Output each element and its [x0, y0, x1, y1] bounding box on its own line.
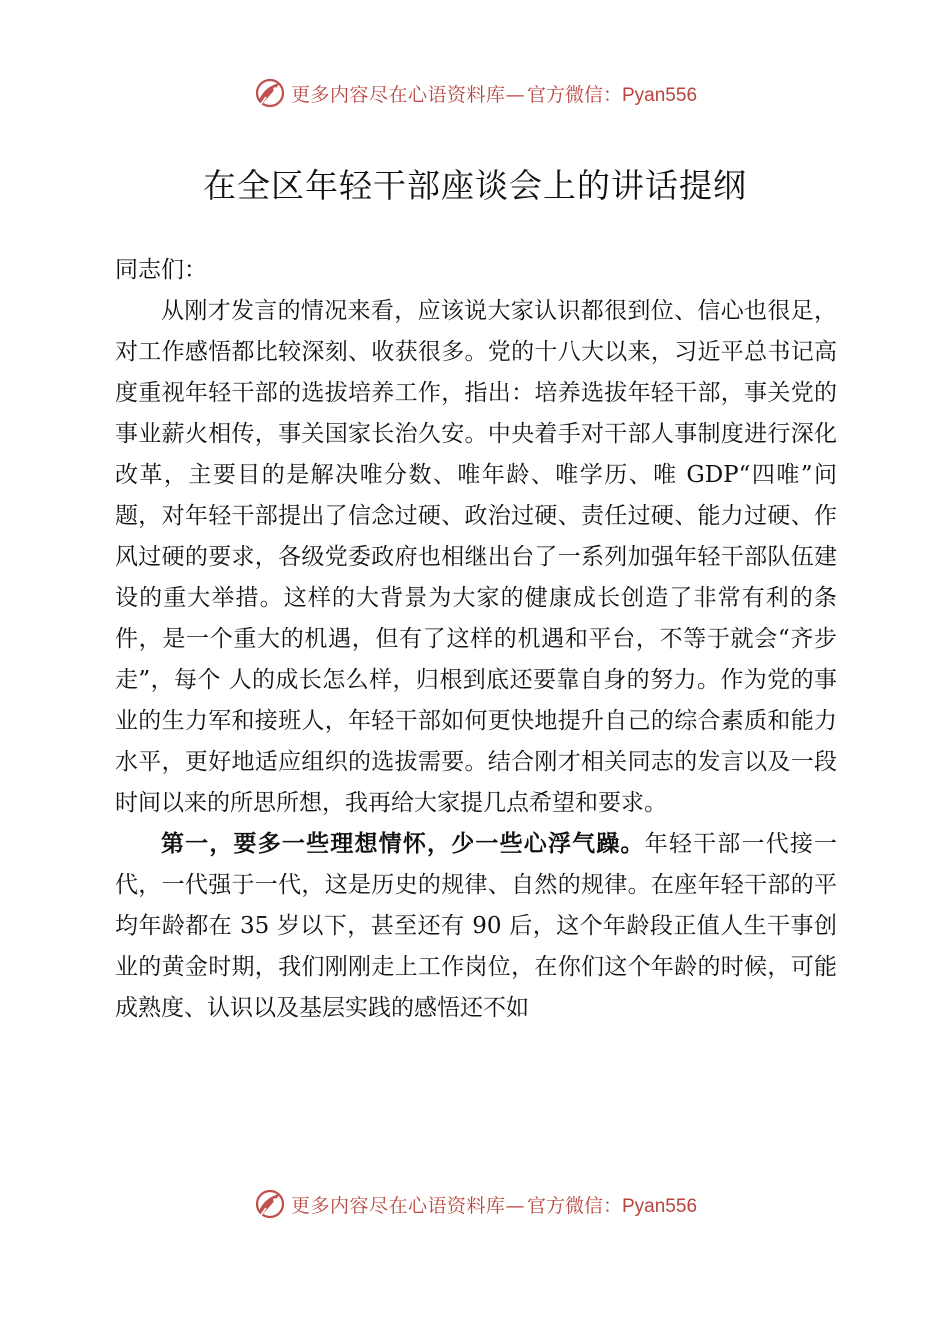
- header-banner: [0, 73, 950, 113]
- footer-wechat-text: 官方微信：Pyan556: [527, 1195, 698, 1217]
- paragraph-first-point: [115, 824, 837, 1029]
- salutation: 同志们：: [115, 257, 207, 283]
- footer-banner: [0, 1184, 950, 1224]
- pen-nib-logo-icon: [253, 76, 287, 110]
- footer-brand-text: 更多内容尽在心语资料库—: [290, 1194, 525, 1217]
- pen-nib-logo-icon: [253, 1187, 287, 1221]
- paragraph-intro: 从刚才发言的情况来看，应该说大家认识都很到位、信心也很足，对工作感悟都比较深刻、收获很多。党的十八大以来，习近平总书记高度重视年轻干部的选拔培养工作，指出：培养选拔年轻干部，事关党的事业薪火相传，事关国家长治久安。中央着手对干部人事制度进行深化改革，主要目的是解决唯分数、唯年龄、唯学历、唯 GDP“四唯”问题，对年轻干部提出了信念过硬、政治过硬、责任过硬、能力过硬、作风过硬的要求，各级党委政府也相继出台了一系列加强年轻干部队伍建设的重大举措。这样的大背景为大家的健康成长创造了非常有利的条件，是一个重大的机遇，但有了这样的机遇和平台，不等于就会“齐步走”，每个 人的成长怎么样，归根到底还要靠自身的努力。作为党的事业的生力军和接班人，年轻干部如何更快地提升自己的综合素质和能力水平，更好地适应组织的选拔需要。结合刚才相关同志的发言以及一段时间以来的所思所想，我再给大家提几点希望和要求。: [115, 298, 837, 816]
- banner-brand-text: 更多内容尽在心语资料库—: [290, 83, 525, 106]
- document-title: 在全区年轻干部座谈会上的讲话提纲: [203, 166, 747, 205]
- first-point-body: 年轻干部一代接一代，一代强于一代，这是历史的规律、自然的规律。在座年轻干部的平均年龄都在 35 岁以下，甚至还有 90 后，这个年龄段正值人生干事创业的黄金时期，我们刚刚走上工作岗位，在你们这个年龄的时候，可能成熟度、认识以及基层实践的感悟还不如: [115, 831, 838, 1021]
- document-body: [115, 250, 837, 1029]
- banner-wechat-text: 官方微信：Pyan556: [527, 84, 698, 106]
- first-point-heading: 第一，要多一些理想情怀，少一些心浮气躁。: [161, 831, 645, 857]
